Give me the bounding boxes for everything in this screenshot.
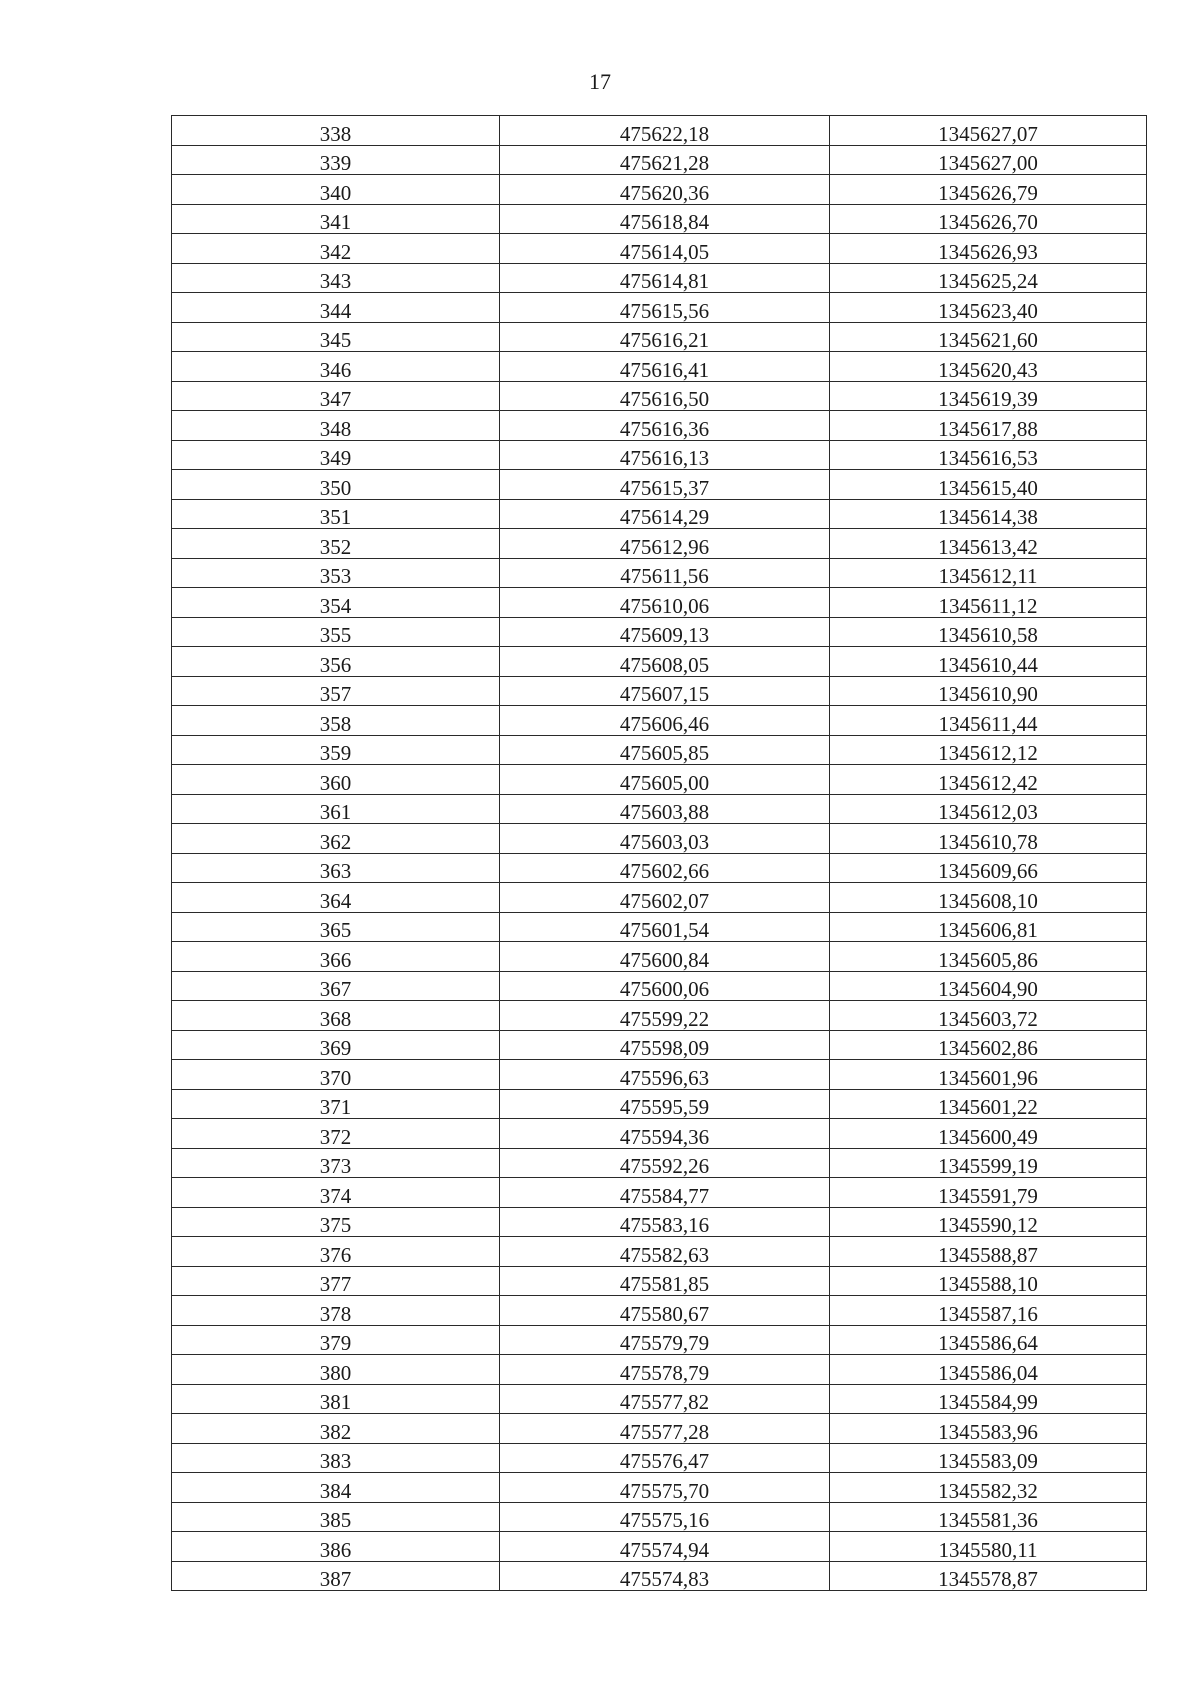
x-coordinate-cell: 475616,50	[500, 381, 830, 411]
point-number-cell: 352	[172, 529, 500, 559]
x-coordinate-cell: 475615,56	[500, 293, 830, 323]
x-coordinate-cell: 475603,88	[500, 794, 830, 824]
y-coordinate-cell: 1345620,43	[830, 352, 1147, 382]
table-row	[172, 411, 1147, 441]
point-number-cell: 368	[172, 1001, 500, 1031]
y-coordinate-cell: 1345623,40	[830, 293, 1147, 323]
x-coordinate-cell: 475614,05	[500, 234, 830, 264]
point-number-cell: 365	[172, 912, 500, 942]
point-number-cell: 358	[172, 706, 500, 736]
point-number-cell: 354	[172, 588, 500, 618]
point-number-cell: 361	[172, 794, 500, 824]
x-coordinate-cell: 475620,36	[500, 175, 830, 205]
x-coordinate-cell: 475621,28	[500, 145, 830, 175]
y-coordinate-cell: 1345608,10	[830, 883, 1147, 913]
table-row	[172, 322, 1147, 352]
table-row	[172, 1296, 1147, 1326]
x-coordinate-cell: 475614,81	[500, 263, 830, 293]
point-number-cell: 349	[172, 440, 500, 470]
x-coordinate-cell: 475615,37	[500, 470, 830, 500]
y-coordinate-cell: 1345619,39	[830, 381, 1147, 411]
y-coordinate-cell: 1345587,16	[830, 1296, 1147, 1326]
x-coordinate-cell: 475611,56	[500, 558, 830, 588]
x-coordinate-cell: 475574,94	[500, 1532, 830, 1562]
point-number-cell: 342	[172, 234, 500, 264]
table-row	[172, 1266, 1147, 1296]
y-coordinate-cell: 1345586,64	[830, 1325, 1147, 1355]
table-row	[172, 853, 1147, 883]
table-row	[172, 794, 1147, 824]
x-coordinate-cell: 475600,06	[500, 971, 830, 1001]
y-coordinate-cell: 1345591,79	[830, 1178, 1147, 1208]
y-coordinate-cell: 1345590,12	[830, 1207, 1147, 1237]
x-coordinate-cell: 475575,70	[500, 1473, 830, 1503]
x-coordinate-cell: 475596,63	[500, 1060, 830, 1090]
table-row	[172, 912, 1147, 942]
y-coordinate-cell: 1345599,19	[830, 1148, 1147, 1178]
x-coordinate-cell: 475598,09	[500, 1030, 830, 1060]
y-coordinate-cell: 1345625,24	[830, 263, 1147, 293]
x-coordinate-cell: 475576,47	[500, 1443, 830, 1473]
x-coordinate-cell: 475594,36	[500, 1119, 830, 1149]
table-row	[172, 263, 1147, 293]
table-row	[172, 1502, 1147, 1532]
point-number-cell: 338	[172, 116, 500, 146]
y-coordinate-cell: 1345581,36	[830, 1502, 1147, 1532]
x-coordinate-cell: 475601,54	[500, 912, 830, 942]
table-row	[172, 765, 1147, 795]
y-coordinate-cell: 1345610,44	[830, 647, 1147, 677]
point-number-cell: 348	[172, 411, 500, 441]
table-row	[172, 588, 1147, 618]
point-number-cell: 343	[172, 263, 500, 293]
point-number-cell: 378	[172, 1296, 500, 1326]
x-coordinate-cell: 475612,96	[500, 529, 830, 559]
x-coordinate-cell: 475602,66	[500, 853, 830, 883]
table-row	[172, 1148, 1147, 1178]
table-row	[172, 440, 1147, 470]
table-row	[172, 647, 1147, 677]
table-row	[172, 1532, 1147, 1562]
table-row	[172, 175, 1147, 205]
table-row	[172, 1001, 1147, 1031]
x-coordinate-cell: 475583,16	[500, 1207, 830, 1237]
x-coordinate-cell: 475580,67	[500, 1296, 830, 1326]
table-row	[172, 706, 1147, 736]
y-coordinate-cell: 1345580,11	[830, 1532, 1147, 1562]
table-row	[172, 1030, 1147, 1060]
table-row	[172, 499, 1147, 529]
table-row	[172, 1178, 1147, 1208]
x-coordinate-cell: 475579,79	[500, 1325, 830, 1355]
point-number-cell: 351	[172, 499, 500, 529]
y-coordinate-cell: 1345600,49	[830, 1119, 1147, 1149]
point-number-cell: 374	[172, 1178, 500, 1208]
point-number-cell: 364	[172, 883, 500, 913]
table-row	[172, 942, 1147, 972]
point-number-cell: 370	[172, 1060, 500, 1090]
y-coordinate-cell: 1345626,79	[830, 175, 1147, 205]
table-row	[172, 1237, 1147, 1267]
y-coordinate-cell: 1345602,86	[830, 1030, 1147, 1060]
y-coordinate-cell: 1345626,93	[830, 234, 1147, 264]
x-coordinate-cell: 475592,26	[500, 1148, 830, 1178]
y-coordinate-cell: 1345612,03	[830, 794, 1147, 824]
table-row	[172, 381, 1147, 411]
point-number-cell: 369	[172, 1030, 500, 1060]
x-coordinate-cell: 475610,06	[500, 588, 830, 618]
point-number-cell: 379	[172, 1325, 500, 1355]
point-number-cell: 386	[172, 1532, 500, 1562]
coordinates-table-body	[172, 116, 1147, 1591]
y-coordinate-cell: 1345605,86	[830, 942, 1147, 972]
x-coordinate-cell: 475609,13	[500, 617, 830, 647]
point-number-cell: 382	[172, 1414, 500, 1444]
x-coordinate-cell: 475574,83	[500, 1561, 830, 1591]
table-row	[172, 1414, 1147, 1444]
y-coordinate-cell: 1345588,10	[830, 1266, 1147, 1296]
x-coordinate-cell: 475605,85	[500, 735, 830, 765]
point-number-cell: 376	[172, 1237, 500, 1267]
y-coordinate-cell: 1345601,96	[830, 1060, 1147, 1090]
table-row	[172, 617, 1147, 647]
y-coordinate-cell: 1345614,38	[830, 499, 1147, 529]
point-number-cell: 341	[172, 204, 500, 234]
x-coordinate-cell: 475616,21	[500, 322, 830, 352]
y-coordinate-cell: 1345601,22	[830, 1089, 1147, 1119]
table-row	[172, 558, 1147, 588]
y-coordinate-cell: 1345612,11	[830, 558, 1147, 588]
point-number-cell: 350	[172, 470, 500, 500]
table-row	[172, 1207, 1147, 1237]
table-row	[172, 293, 1147, 323]
y-coordinate-cell: 1345627,00	[830, 145, 1147, 175]
table-row	[172, 1443, 1147, 1473]
point-number-cell: 353	[172, 558, 500, 588]
point-number-cell: 345	[172, 322, 500, 352]
table-row	[172, 735, 1147, 765]
y-coordinate-cell: 1345611,12	[830, 588, 1147, 618]
coordinates-table	[171, 115, 1147, 1591]
point-number-cell: 347	[172, 381, 500, 411]
table-row	[172, 352, 1147, 382]
point-number-cell: 380	[172, 1355, 500, 1385]
y-coordinate-cell: 1345612,42	[830, 765, 1147, 795]
y-coordinate-cell: 1345582,32	[830, 1473, 1147, 1503]
x-coordinate-cell: 475578,79	[500, 1355, 830, 1385]
y-coordinate-cell: 1345617,88	[830, 411, 1147, 441]
y-coordinate-cell: 1345588,87	[830, 1237, 1147, 1267]
x-coordinate-cell: 475602,07	[500, 883, 830, 913]
table-row	[172, 1561, 1147, 1591]
y-coordinate-cell: 1345603,72	[830, 1001, 1147, 1031]
x-coordinate-cell: 475616,13	[500, 440, 830, 470]
y-coordinate-cell: 1345584,99	[830, 1384, 1147, 1414]
x-coordinate-cell: 475605,00	[500, 765, 830, 795]
point-number-cell: 366	[172, 942, 500, 972]
point-number-cell: 375	[172, 1207, 500, 1237]
y-coordinate-cell: 1345586,04	[830, 1355, 1147, 1385]
x-coordinate-cell: 475577,82	[500, 1384, 830, 1414]
x-coordinate-cell: 475603,03	[500, 824, 830, 854]
y-coordinate-cell: 1345615,40	[830, 470, 1147, 500]
point-number-cell: 357	[172, 676, 500, 706]
point-number-cell: 367	[172, 971, 500, 1001]
table-row	[172, 204, 1147, 234]
table-row	[172, 1325, 1147, 1355]
y-coordinate-cell: 1345583,96	[830, 1414, 1147, 1444]
y-coordinate-cell: 1345606,81	[830, 912, 1147, 942]
table-row	[172, 145, 1147, 175]
y-coordinate-cell: 1345627,07	[830, 116, 1147, 146]
point-number-cell: 362	[172, 824, 500, 854]
point-number-cell: 381	[172, 1384, 500, 1414]
table-row	[172, 1119, 1147, 1149]
point-number-cell: 387	[172, 1561, 500, 1591]
table-row	[172, 824, 1147, 854]
point-number-cell: 371	[172, 1089, 500, 1119]
y-coordinate-cell: 1345604,90	[830, 971, 1147, 1001]
point-number-cell: 359	[172, 735, 500, 765]
table-row	[172, 1473, 1147, 1503]
y-coordinate-cell: 1345621,60	[830, 322, 1147, 352]
point-number-cell: 346	[172, 352, 500, 382]
table-row	[172, 1089, 1147, 1119]
table-row	[172, 1060, 1147, 1090]
y-coordinate-cell: 1345616,53	[830, 440, 1147, 470]
point-number-cell: 384	[172, 1473, 500, 1503]
y-coordinate-cell: 1345610,90	[830, 676, 1147, 706]
page-number: 17	[589, 69, 611, 94]
table-row	[172, 1355, 1147, 1385]
point-number-cell: 372	[172, 1119, 500, 1149]
x-coordinate-cell: 475616,41	[500, 352, 830, 382]
table-row	[172, 883, 1147, 913]
x-coordinate-cell: 475595,59	[500, 1089, 830, 1119]
x-coordinate-cell: 475606,46	[500, 706, 830, 736]
point-number-cell: 385	[172, 1502, 500, 1532]
point-number-cell: 363	[172, 853, 500, 883]
x-coordinate-cell: 475616,36	[500, 411, 830, 441]
y-coordinate-cell: 1345610,78	[830, 824, 1147, 854]
table-row	[172, 676, 1147, 706]
x-coordinate-cell: 475582,63	[500, 1237, 830, 1267]
x-coordinate-cell: 475599,22	[500, 1001, 830, 1031]
y-coordinate-cell: 1345610,58	[830, 617, 1147, 647]
x-coordinate-cell: 475607,15	[500, 676, 830, 706]
table-row	[172, 971, 1147, 1001]
point-number-cell: 356	[172, 647, 500, 677]
x-coordinate-cell: 475581,85	[500, 1266, 830, 1296]
x-coordinate-cell: 475600,84	[500, 942, 830, 972]
table-row	[172, 470, 1147, 500]
x-coordinate-cell: 475618,84	[500, 204, 830, 234]
y-coordinate-cell: 1345611,44	[830, 706, 1147, 736]
x-coordinate-cell: 475577,28	[500, 1414, 830, 1444]
y-coordinate-cell: 1345609,66	[830, 853, 1147, 883]
point-number-cell: 355	[172, 617, 500, 647]
x-coordinate-cell: 475622,18	[500, 116, 830, 146]
table-row	[172, 1384, 1147, 1414]
table-row	[172, 234, 1147, 264]
point-number-cell: 340	[172, 175, 500, 205]
x-coordinate-cell: 475575,16	[500, 1502, 830, 1532]
x-coordinate-cell: 475614,29	[500, 499, 830, 529]
table-row	[172, 116, 1147, 146]
x-coordinate-cell: 475584,77	[500, 1178, 830, 1208]
y-coordinate-cell: 1345626,70	[830, 204, 1147, 234]
point-number-cell: 377	[172, 1266, 500, 1296]
point-number-cell: 360	[172, 765, 500, 795]
point-number-cell: 339	[172, 145, 500, 175]
y-coordinate-cell: 1345612,12	[830, 735, 1147, 765]
point-number-cell: 383	[172, 1443, 500, 1473]
table-row	[172, 529, 1147, 559]
point-number-cell: 373	[172, 1148, 500, 1178]
y-coordinate-cell: 1345613,42	[830, 529, 1147, 559]
point-number-cell: 344	[172, 293, 500, 323]
y-coordinate-cell: 1345583,09	[830, 1443, 1147, 1473]
y-coordinate-cell: 1345578,87	[830, 1561, 1147, 1591]
x-coordinate-cell: 475608,05	[500, 647, 830, 677]
